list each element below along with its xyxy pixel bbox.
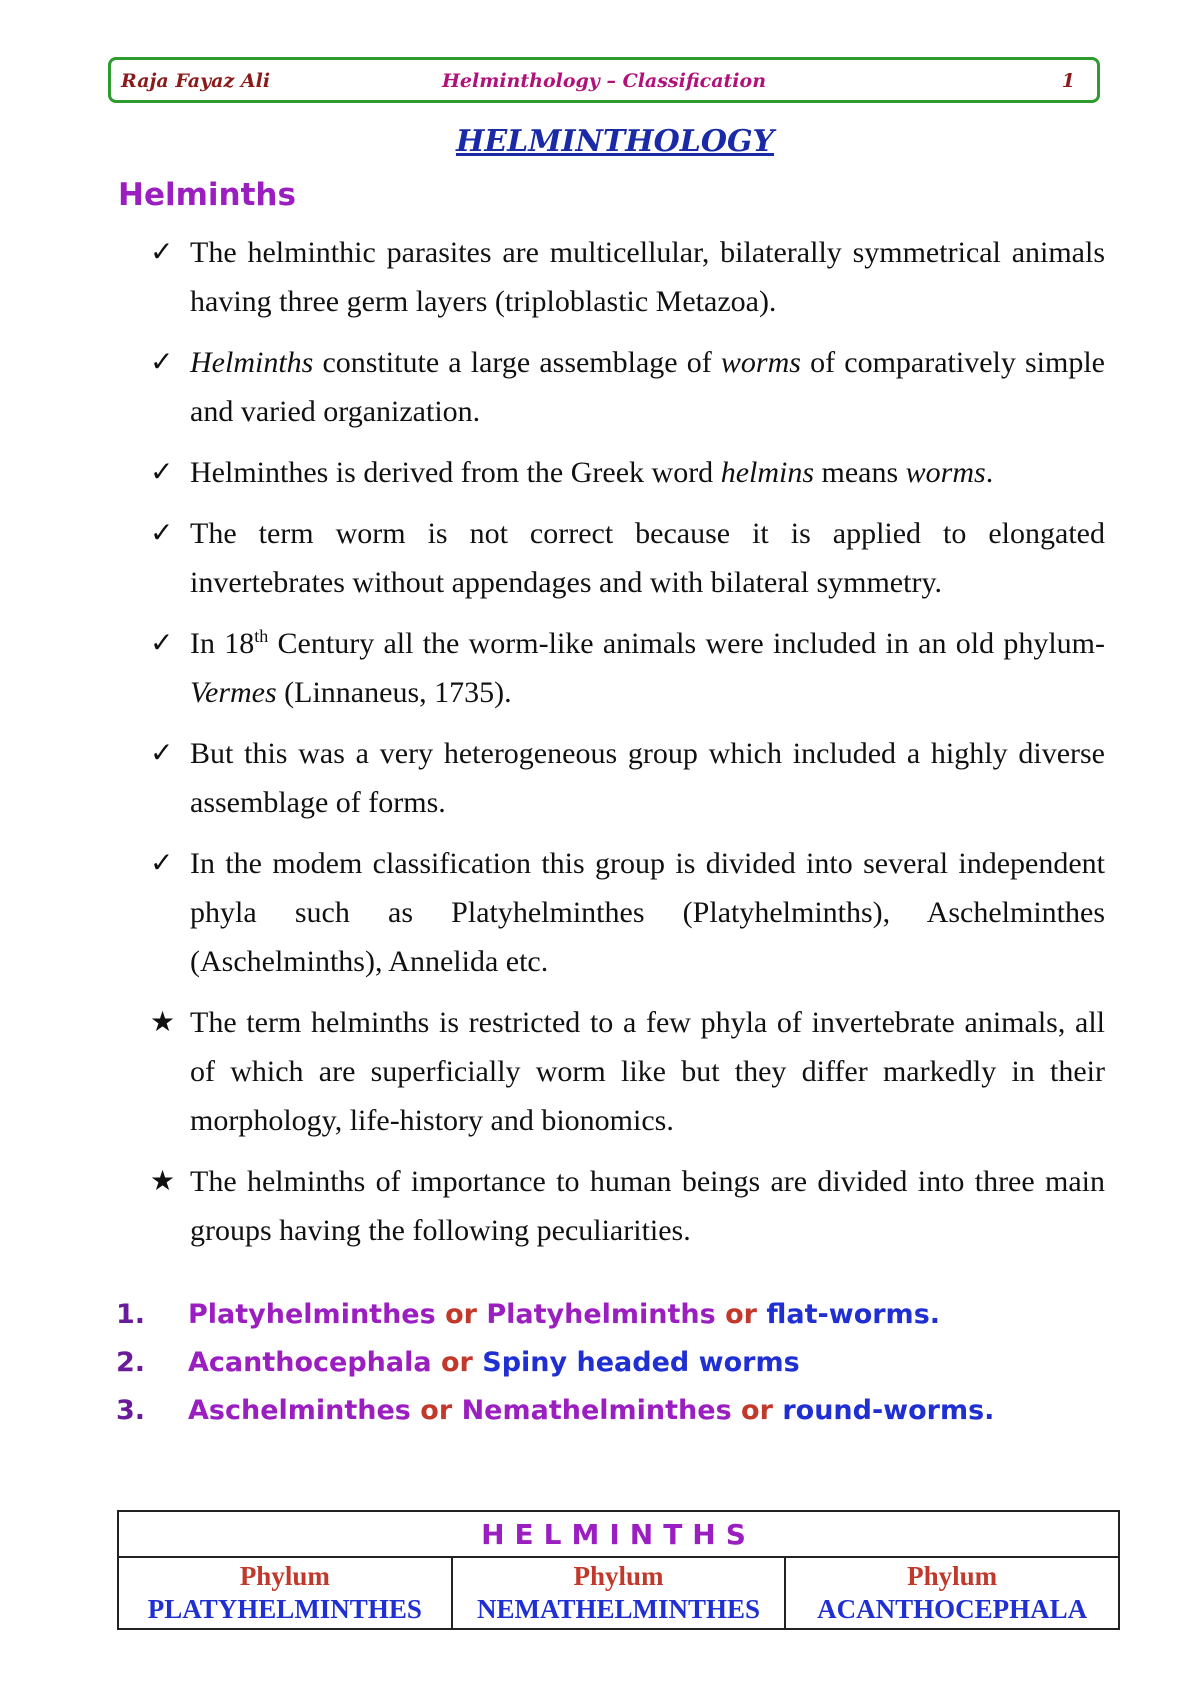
section-heading: Helminths bbox=[118, 177, 296, 213]
list-item: ★ The helminths of importance to human beings are divided into three main groups having the following peculiarities. bbox=[150, 1157, 1105, 1255]
list-item: ✓ But this was a very heterogeneous group which included a highly diverse assemblage of forms. bbox=[150, 729, 1105, 827]
list-item: ✓ In 18th Century all the worm-like animals were included in an old phylum- Vermes (Linnaneus, 1735). bbox=[150, 619, 1105, 717]
checkmark-icon: ✓ bbox=[150, 848, 174, 879]
list-item: ✓ The helminthic parasites are multicellular, bilaterally symmetrical animals having three germ layers (triploblastic Metazoa). bbox=[150, 228, 1105, 326]
header-author: Raja Fayaz Ali bbox=[121, 70, 271, 92]
bullet-list bbox=[150, 228, 1105, 1267]
table-cell: Phylum ACANTHOCEPHALA bbox=[785, 1557, 1119, 1629]
helminths-table bbox=[117, 1510, 1120, 1630]
star-icon: ★ bbox=[150, 1166, 176, 1197]
checkmark-icon: ✓ bbox=[150, 457, 174, 488]
list-item: ✓ Helminths constitute a large assemblage of worms of comparatively simple and varied organization. bbox=[150, 338, 1105, 436]
document-title: HELMINTHOLOGY bbox=[455, 124, 775, 159]
list-item: ✓ The term worm is not correct because it is applied to elongated invertebrates without appendages and with bilateral symmetry. bbox=[150, 509, 1105, 607]
list-item: ✓ Helminthes is derived from the Greek word helmins means worms. bbox=[150, 448, 1105, 497]
table-cell: Phylum NEMATHELMINTHES bbox=[452, 1557, 786, 1629]
header-title: Helminthology – Classification bbox=[441, 70, 767, 92]
group-item: 3. Aschelminthes or Nemathelminthes or round-worms. bbox=[116, 1395, 995, 1426]
list-item: ✓ In the modem classification this group is divided into several independent phyla such as Platyhelminthes (Platyhelminths), Aschelminthes (Aschelminths), Annelida etc. bbox=[150, 839, 1105, 986]
checkmark-icon: ✓ bbox=[150, 628, 174, 659]
list-item: ★ The term helminths is restricted to a few phyla of invertebrate animals, all of which are superficially worm like but they differ markedly in their morphology, life-history and bionomics. bbox=[150, 998, 1105, 1145]
star-icon: ★ bbox=[150, 1007, 176, 1038]
table-title: HELMINTHS bbox=[118, 1511, 1119, 1557]
checkmark-icon: ✓ bbox=[150, 237, 174, 268]
page-header bbox=[108, 57, 1100, 103]
checkmark-icon: ✓ bbox=[150, 347, 174, 378]
header-page-number: 1 bbox=[1061, 70, 1075, 92]
group-item: 2. Acanthocephala or Spiny headed worms bbox=[116, 1347, 800, 1378]
checkmark-icon: ✓ bbox=[150, 518, 174, 549]
group-item: 1. Platyhelminthes or Platyhelminths or flat-worms. bbox=[116, 1299, 941, 1330]
checkmark-icon: ✓ bbox=[150, 738, 174, 769]
helminth-groups-list bbox=[116, 1291, 994, 1435]
table-cell: Phylum PLATYHELMINTHES bbox=[118, 1557, 452, 1629]
